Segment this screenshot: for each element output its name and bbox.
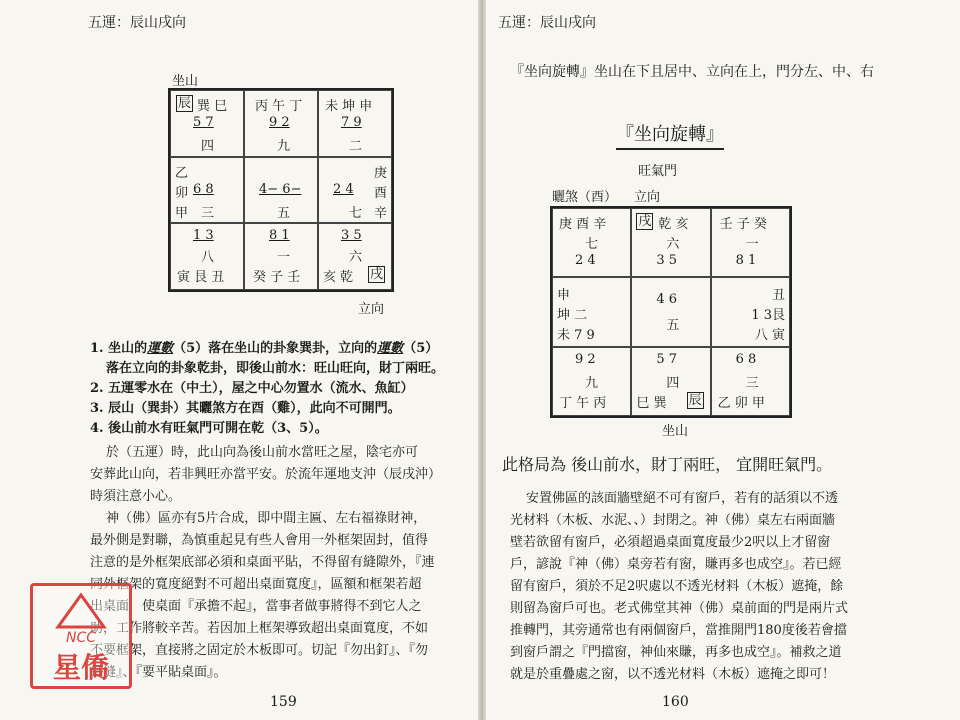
cell-direction: 未 7 9 xyxy=(557,328,595,344)
cell-direction: 酉 xyxy=(373,185,387,201)
cell-direction: 卯 xyxy=(175,185,189,201)
boxed-char: 戌 xyxy=(369,267,383,283)
cell-direction: 庚 xyxy=(373,165,387,181)
chart-cell-w xyxy=(552,208,631,277)
cell-direction: 乙 xyxy=(175,165,189,181)
left-header: 五運：辰山戌向 xyxy=(88,15,186,31)
chart-cell-sw xyxy=(552,277,631,346)
chart-cell-se xyxy=(170,90,244,157)
paragraph-line: 最外側是對聯，為慎重起見有些人會用一外框架固封，值得 xyxy=(90,533,429,548)
chart-cell-center xyxy=(631,277,710,346)
paragraph-line: 戶，諺說『神（佛）桌旁若有窗，賺再多也成空』。若已經 xyxy=(510,557,842,572)
paragraph-line: 同外框架的寬度絕對不可超出桌面寬度』，區額和框架若超 xyxy=(90,577,422,592)
paragraph-line: 不要框架，直接將之固定於木板即可。切記『勿出釘』、『勿 xyxy=(90,643,429,658)
flying-star-chart-left xyxy=(168,88,394,292)
right-page xyxy=(486,0,960,720)
flying-star-chart-right xyxy=(550,206,792,418)
cell-directions: 巳 巽 xyxy=(636,395,667,411)
cell-direction: 八 寅 xyxy=(754,328,785,344)
label-facing: 立向 xyxy=(634,190,661,205)
chart-cell-ne xyxy=(170,223,244,290)
ncc-watermark-stamp xyxy=(30,583,132,689)
cell-stars: 6 8 xyxy=(735,351,757,367)
list-item: 4. 後山前水有旺氣門可開在乾（3、5）。 xyxy=(90,421,328,436)
paragraph-line: 光材料（木板、水泥、、）封閉之。神（佛）桌左右兩面牆 xyxy=(510,513,836,528)
boxed-char: 辰 xyxy=(178,96,192,111)
list-item: 落在立向的卦象乾卦，即後山前水：旺山旺向，財丁兩旺。 xyxy=(106,361,445,376)
cell-number: 一 xyxy=(277,250,291,266)
paragraph-line: 壁若欲留有窗戶，必須超過桌面寬度最少2呎以上才留窗 xyxy=(510,535,831,550)
paragraph-line: 於（五運）時，此山向為後山前水當旺之屋，陰宅亦可 xyxy=(106,445,419,460)
paragraph-line: 注意的是外框架底部必須和桌面平貼，不得留有縫隙外，『連 xyxy=(90,555,435,570)
cell-number: 二 xyxy=(349,139,363,154)
cell-number: 四 xyxy=(201,139,215,154)
cell-directions: 乙 卯 甲 xyxy=(717,395,765,411)
cell-directions: 庚 酉 辛 xyxy=(559,217,607,232)
paragraph-line: 安置佛區的該面牆壁絕不可有窗戶，若有的話須以不透 xyxy=(526,491,839,506)
chart-cell-sw xyxy=(318,90,392,157)
chart-cell-e xyxy=(170,157,244,224)
cell-direction: 丑 xyxy=(771,288,785,304)
page-number: 159 xyxy=(270,694,297,710)
label-facing: 立向 xyxy=(358,302,385,317)
cell-direction: 辛 xyxy=(373,205,387,221)
cell-number: 四 xyxy=(666,375,680,391)
paragraph-line: 推轉門，其旁通常也有兩個窗戶，當推開門180度後若會擋 xyxy=(510,623,847,638)
cell-stars: 8 1 xyxy=(735,253,757,268)
cell-directions: 巽 巳 xyxy=(197,99,228,114)
paragraph-line: 到窗戶謂之『門擋窗，神仙來賺，再多也成空』。補救之道 xyxy=(510,645,842,660)
cell-stars: 3 5 xyxy=(341,228,362,244)
cell-direction: 1 3艮 xyxy=(751,308,785,324)
cell-directions: 寅 艮 丑 xyxy=(177,270,225,286)
paragraph-line: 就是於重疊處之窗，以不透光材料（木板）遮掩之即可！ xyxy=(510,667,836,682)
cell-stars: 2 4 xyxy=(575,253,596,268)
list-item: 2. 五運零水在（中土），屋之中心勿置水（流水、魚缸） xyxy=(90,381,414,396)
paragraph-line: 釘縫』、『要平貼桌面』。 xyxy=(90,665,227,680)
intro-line: 『坐向旋轉』坐山在下且居中、立向在上，門分左、中、右 xyxy=(510,64,874,80)
chart-cell-se xyxy=(631,347,710,416)
cell-stars: 4 6 xyxy=(656,292,678,308)
cell-number: 五 xyxy=(666,318,680,334)
triangle-logo-icon xyxy=(55,592,107,630)
cell-number: 七 xyxy=(349,205,363,221)
chart-cell-e xyxy=(711,347,790,416)
cell-stars: 1 3 xyxy=(193,228,214,244)
cell-stars: 9 2 xyxy=(575,351,596,367)
cell-stars: 9 2 xyxy=(269,115,290,130)
cell-stars: 2 4 xyxy=(333,181,354,197)
paragraph-line: 時須注意小心。 xyxy=(90,489,182,504)
page-number: 160 xyxy=(662,694,689,710)
chart-cell-n xyxy=(711,208,790,277)
cell-number: 三 xyxy=(745,375,759,391)
paragraph-line: 神（佛）區亦有5片合成，即中間主匾、左右福祿財神， xyxy=(106,511,427,526)
boxed-char: 辰 xyxy=(688,392,702,408)
chart-cell-n xyxy=(244,223,318,290)
stamp-name: 星僑 xyxy=(52,651,109,684)
cell-number: 五 xyxy=(277,205,291,221)
stamp-ncc-text: NCC xyxy=(65,630,97,646)
cell-number: 七 xyxy=(585,237,599,252)
cell-directions: 壬 子 癸 xyxy=(719,217,767,232)
label-sitting-mountain: 坐山 xyxy=(662,424,689,439)
cell-directions: 乾 亥 xyxy=(658,217,689,232)
cell-stars: 4− 6− xyxy=(259,181,302,197)
cell-directions: 亥 乾 xyxy=(323,270,354,286)
chart-cell-ne xyxy=(711,277,790,346)
label-sitting-mountain: 坐山 xyxy=(172,74,199,89)
cell-direction: 坤 二 xyxy=(557,308,588,324)
chart-cell-nw xyxy=(631,208,710,277)
cell-directions: 未 坤 申 xyxy=(325,99,373,114)
paragraph-line: 出桌面，使桌面『承擔不起』，當事者做事將得不到它人之 xyxy=(90,599,422,614)
label-prosperous-door: 旺氣門 xyxy=(638,164,678,179)
chart-cell-nw xyxy=(318,223,392,290)
section-title: 『坐向旋轉』 xyxy=(616,120,724,150)
cell-stars: 5 7 xyxy=(656,351,678,367)
paragraph-line: 安葬此山向，若非興旺亦當平安。於流年運地支沖（辰戌沖） xyxy=(90,467,442,482)
chart-cell-s xyxy=(244,90,318,157)
cell-stars: 3 5 xyxy=(656,253,678,268)
cell-stars: 6 8 xyxy=(193,181,214,197)
cell-stars: 8 1 xyxy=(269,228,290,244)
cell-direction: 申 xyxy=(557,288,571,304)
cell-stars: 5 7 xyxy=(193,115,214,130)
cell-directions: 癸 子 壬 xyxy=(253,270,301,286)
cell-number: 九 xyxy=(585,375,599,391)
list-item: 1. 坐山的運數（5）落在坐山的卦象巽卦，立向的運數（5） xyxy=(90,341,439,356)
chart-cell-center xyxy=(244,157,318,224)
paragraph-line: 則留為窗戶可也。老式佛堂其神（佛）桌前面的門是兩片式 xyxy=(510,601,849,616)
paragraph-line: 留有窗戶，須於不足2呎處以不透光材料（木板）遮掩，餘 xyxy=(510,579,844,594)
cell-number: 九 xyxy=(277,139,291,154)
label-sha-direction: 曬煞（酉） xyxy=(552,190,618,205)
summary-line: 此格局為 後山前水，財丁兩旺， 宜開旺氣門。 xyxy=(502,455,833,474)
chart-cell-w xyxy=(318,157,392,224)
list-item: 3. 辰山（巽卦）其曬煞方在酉（雞），此向不可開門。 xyxy=(90,401,401,416)
chart-cell-s xyxy=(552,347,631,416)
right-header: 五運：辰山戌向 xyxy=(498,15,596,31)
cell-number: 六 xyxy=(349,250,363,266)
cell-direction: 甲 xyxy=(175,205,189,221)
boxed-char: 戌 xyxy=(638,214,652,229)
cell-directions: 丁 午 丙 xyxy=(559,395,607,411)
paragraph-line: 助，工作將較辛苦。若因加上框架導致超出桌面寬度，不如 xyxy=(90,621,429,636)
cell-number: 一 xyxy=(745,237,759,252)
cell-stars: 7 9 xyxy=(341,115,362,130)
cell-directions: 丙 午 丁 xyxy=(255,99,303,114)
cell-number: 八 xyxy=(201,250,215,266)
cell-number: 六 xyxy=(666,237,680,252)
cell-number: 三 xyxy=(201,205,215,221)
